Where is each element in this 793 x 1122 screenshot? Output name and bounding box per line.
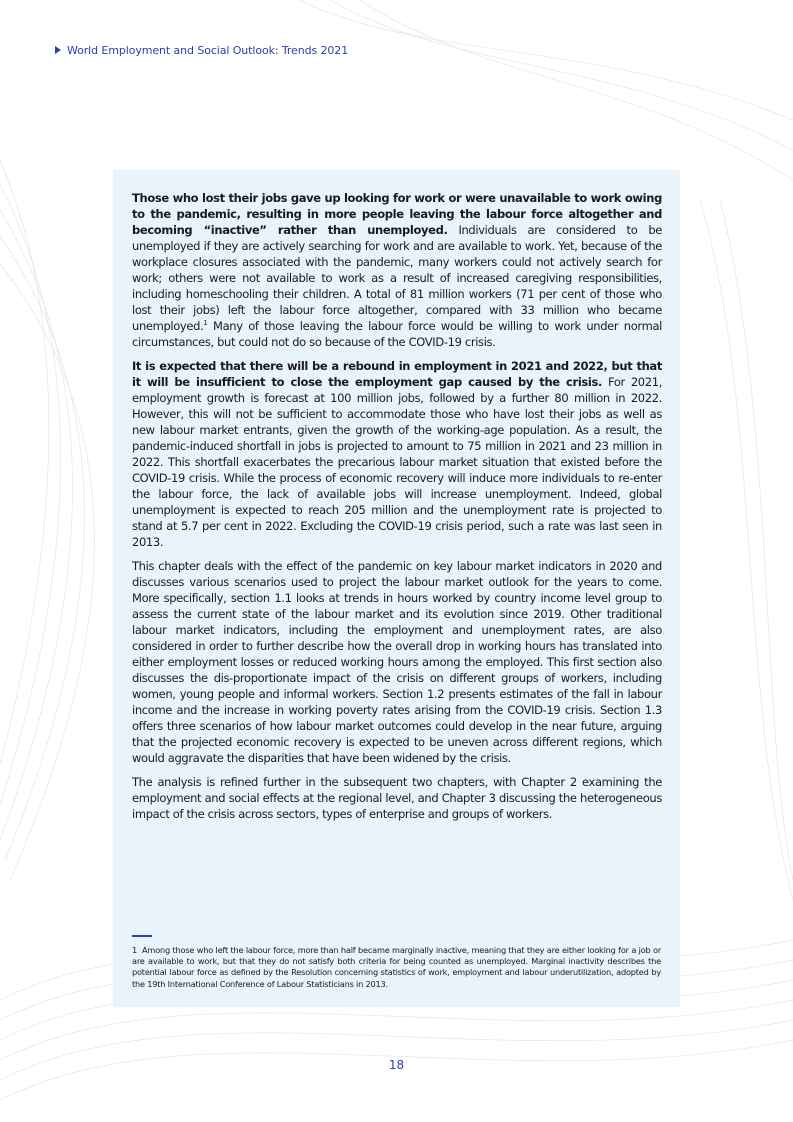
footnote <box>132 945 661 990</box>
paragraph-1-text: Individuals are considered to be unemployed if they are actively searching for work and are available to work. Yet, because of the workplace closures associated with the pandemic, many workers could not actively search for work; others were not available to work as a result of increased caregiving responsibilities, including homeschooling their children. A total of 81 million workers (71 per cent of those who lost their jobs) left the labour force altogether, compared with 33 million who became unemployed. <box>132 223 662 333</box>
footnote-ref-1[interactable]: 1 <box>203 319 208 328</box>
paragraph-2-lead: It is expected that there will be a rebound in employment in 2021 and 2022, but that it will be insufficient to close the employment gap caused by the crisis. <box>132 359 662 389</box>
paragraph-4: The analysis is refined further in the subsequent two chapters, with Chapter 2 examining the employment and social effects at the regional level, and Chapter 3 discussing the heterogeneous impact of the crisis across sectors, types of enterprise and groups of workers. <box>132 775 662 821</box>
running-header <box>55 44 348 57</box>
footnote-text: Among those who left the labour force, more than half became marginally inactive, meaning that they are either looking for a job or are available to work, but that they do not satisfy both criteria for being counted as unemployed. Marginal inactivity describes the potential labour force as defined by the Resolution concerning statistics of work, employment and labour underutilization, adopted by the 19th International Conference of Labour Statisticians in 2013. <box>132 945 661 989</box>
paragraph-2 <box>132 358 662 550</box>
body-text <box>132 190 662 830</box>
footnote-number: 1 <box>132 945 138 955</box>
running-header-title: World Employment and Social Outlook: Trends 2021 <box>67 44 349 57</box>
page-number: 18 <box>388 1058 405 1072</box>
footnote-divider <box>132 935 152 937</box>
triangle-marker-icon <box>55 46 61 54</box>
paragraph-1-text-after: Many of those leaving the labour force would be willing to work under normal circumstances, but could not do so because of the COVID-19 crisis. <box>132 319 662 349</box>
paragraph-1 <box>132 190 662 350</box>
paragraph-2-text: For 2021, employment growth is forecast at 100 million jobs, followed by a further 80 million in 2022. However, this will not be sufficient to accommodate those who have lost their jobs as well as new labour market entrants, given the growth of the working-age population. As a result, the pandemic-induced shortfall in jobs is projected to amount to 75 million in 2021 and 23 million in 2022. This shortfall exacerbates the precarious labour market situation that existed before the COVID-19 crisis. While the process of economic recovery will induce more individuals to re-enter the labour force, the lack of available jobs will increase unemployment. Indeed, global unemployment is expected to reach 205 million and the unemployment rate is projected to stand at 5.7 per cent in 2022. Excluding the COVID-19 crisis period, such a rate was last seen in 2013. <box>132 375 663 549</box>
paragraph-3: This chapter deals with the effect of the pandemic on key labour market indicators in 2020 and discusses various scenarios used to project the labour market outlook for the years to come. More specifically, section 1.1 looks at trends in hours worked by country income level group to assess the current state of the labour market and its evolution since 2019. Other traditional labour market indicators, including the employment and unemployment rates, are also considered in order to further describe how the overall drop in working hours has translated into either employment losses or reduced working hours among the employed. This first section also discusses the dis-proportionate impact of the crisis on different groups of workers, including women, young people and informal workers. Section 1.2 presents estimates of the fall in labour income and the increase in working poverty rates arising from the COVID-19 crisis. Section 1.3 offers three scenarios of how labour market outcomes could develop in the near future, arguing that the projected economic recovery is expected to be uneven across different regions, which would aggravate the disparities that have been widened by the crisis. <box>132 559 662 765</box>
paragraph-1-lead: Those who lost their jobs gave up looking for work or were unavailable to work owing to the pandemic, resulting in more people leaving the labour force altogether and becoming “inactive” rather than unemployed. <box>132 191 662 237</box>
